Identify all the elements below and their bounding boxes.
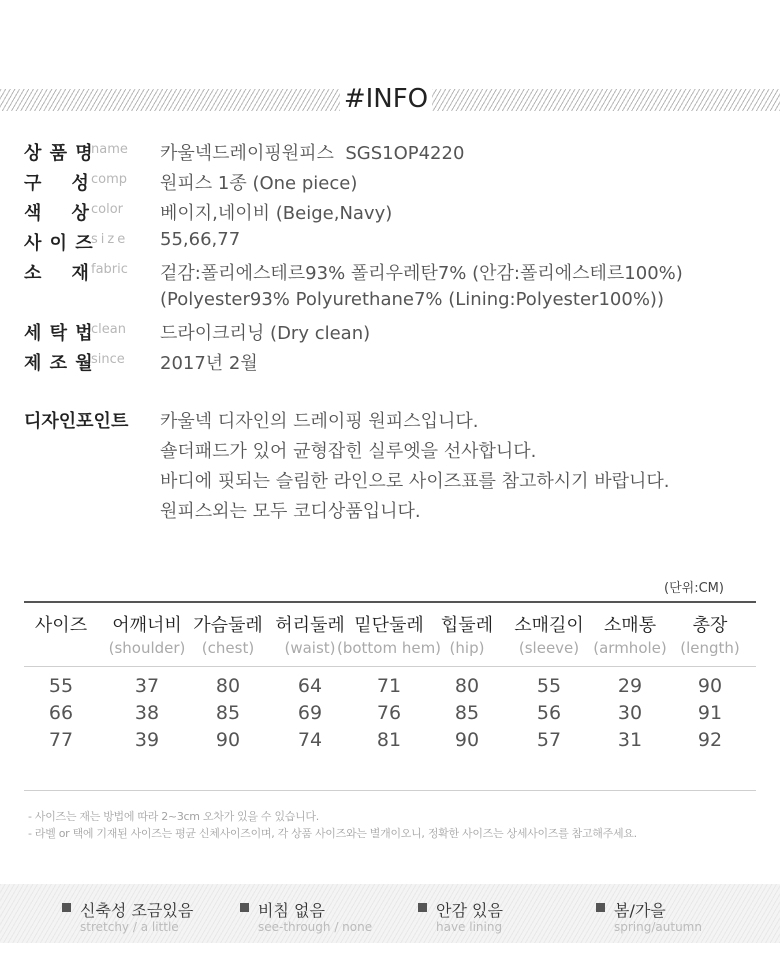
info-label-en: color [91, 202, 124, 217]
hatch-band-right [432, 89, 780, 111]
unit-note: (단위:CM) [664, 581, 724, 596]
measure-cell: 74 [297, 729, 323, 751]
measure-cell: 57 [536, 729, 562, 751]
measure-cell: 80 [454, 675, 480, 697]
column-subheader: (waist) [284, 639, 336, 657]
feature-label: 봄/가을 [614, 901, 666, 920]
column-header: 사이즈 [34, 615, 88, 636]
column-header: 가슴둘레 [193, 615, 263, 636]
feature-sub: see-through / none [258, 920, 373, 934]
feature-label: 신축성 조금있음 [80, 901, 194, 920]
measure-cell: 29 [617, 675, 643, 697]
column-header: 총장 [692, 615, 728, 636]
measure-cell: 90 [215, 729, 241, 751]
bullet-square-icon [62, 903, 71, 912]
column-header: 밑단둘레 [354, 615, 424, 636]
table-bottom-rule [24, 790, 756, 791]
bullet-square-icon [596, 903, 605, 912]
column-subheader: (sleeve) [518, 639, 580, 657]
size-note: - 사이즈는 재는 방법에 따라 2~3cm 오차가 있을 수 있습니다. [28, 810, 319, 823]
bullet-square-icon [418, 903, 427, 912]
feature-label: 안감 있음 [436, 901, 503, 920]
info-value: 겉감:폴리에스테르93% 폴리우레탄7% (안감:폴리에스테르100%) [160, 263, 683, 284]
measure-cell: 90 [454, 729, 480, 751]
column-header: 소매길이 [514, 615, 584, 636]
design-point-line: 원피스외는 모두 코디상품입니다. [160, 501, 421, 522]
info-value: 드라이크리닝 (Dry clean) [160, 323, 371, 344]
measure-cell: 39 [134, 729, 160, 751]
size-cell: 77 [48, 729, 74, 751]
measure-cell: 38 [134, 702, 160, 724]
info-value: 55,66,77 [160, 229, 241, 250]
info-value-line2: (Polyester93% Polyurethane7% (Lining:Polyester100%)) [160, 289, 664, 310]
info-label: 소 재 [24, 263, 90, 284]
design-point-line: 숄더패드가 있어 균형잡힌 실루엣을 선사합니다. [160, 441, 537, 462]
info-label-en: name [91, 142, 128, 157]
measure-cell: 85 [215, 702, 241, 724]
column-subheader: (hip) [449, 639, 485, 657]
info-value: 베이지,네이비 (Beige,Navy) [160, 203, 393, 224]
info-label: 상 품 명 [24, 143, 94, 164]
info-label: 구 성 [24, 173, 90, 194]
measure-cell: 85 [454, 702, 480, 724]
info-label-en: fabric [91, 262, 128, 277]
bullet-square-icon [240, 903, 249, 912]
design-point-label: 디자인포인트 [24, 411, 129, 432]
column-subheader: (bottom hem) [336, 639, 442, 657]
column-subheader: (chest) [201, 639, 255, 657]
column-header: 소매통 [603, 615, 657, 636]
info-label: 세 탁 법 [24, 323, 94, 344]
measure-cell: 91 [697, 702, 723, 724]
column-header: 어깨너비 [112, 615, 182, 636]
measure-cell: 31 [617, 729, 643, 751]
column-header: 힙둘레 [440, 615, 494, 636]
design-point-line: 카울넥 디자인의 드레이핑 원피스입니다. [160, 411, 479, 432]
measure-cell: 81 [376, 729, 402, 751]
feature-bar [0, 884, 780, 943]
info-label-en: comp [91, 172, 128, 187]
measure-cell: 92 [697, 729, 723, 751]
feature-sub: have lining [436, 920, 503, 934]
info-label-en: clean [91, 322, 126, 337]
measure-cell: 71 [376, 675, 402, 697]
hatch-band-left [0, 89, 340, 111]
measure-cell: 69 [297, 702, 323, 724]
table-top-rule [24, 601, 756, 603]
info-value: 2017년 2월 [160, 353, 258, 374]
measure-cell: 30 [617, 702, 643, 724]
column-subheader: (shoulder) [108, 639, 186, 657]
design-point-line: 바디에 핏되는 슬림한 라인으로 사이즈표를 참고하시기 바랍니다. [160, 471, 670, 492]
measure-cell: 37 [134, 675, 160, 697]
measure-cell: 55 [536, 675, 562, 697]
column-subheader: (length) [680, 639, 740, 657]
size-cell: 55 [48, 675, 74, 697]
feature-sub: spring/autumn [614, 920, 702, 934]
size-note: - 라벨 or 택에 기재된 사이즈는 평균 신체사이즈이며, 각 상품 사이즈와는 별개이오니, 정확한 사이즈는 상세사이즈를 참고해주세요. [28, 827, 637, 840]
info-label: 색 상 [24, 203, 90, 224]
info-header [0, 84, 780, 114]
table-header-rule [24, 666, 756, 667]
measure-cell: 76 [376, 702, 402, 724]
section-title: #INFO [343, 84, 429, 114]
feature-label: 비침 없음 [258, 901, 325, 920]
feature-sub: stretchy / a little [80, 920, 179, 934]
measure-cell: 64 [297, 675, 323, 697]
size-cell: 66 [48, 702, 74, 724]
column-header: 허리둘레 [275, 615, 345, 636]
info-label: 사 이 즈 [24, 233, 94, 254]
info-value: 카울넥드레이핑원피스 SGS1OP4220 [160, 143, 465, 164]
info-label-en: size [91, 232, 129, 247]
column-subheader: (armhole) [593, 639, 667, 657]
measure-cell: 56 [536, 702, 562, 724]
info-value: 원피스 1종 (One piece) [160, 173, 358, 194]
measure-cell: 90 [697, 675, 723, 697]
info-label-en: since [91, 352, 125, 367]
info-label: 제 조 월 [24, 353, 94, 374]
measure-cell: 80 [215, 675, 241, 697]
